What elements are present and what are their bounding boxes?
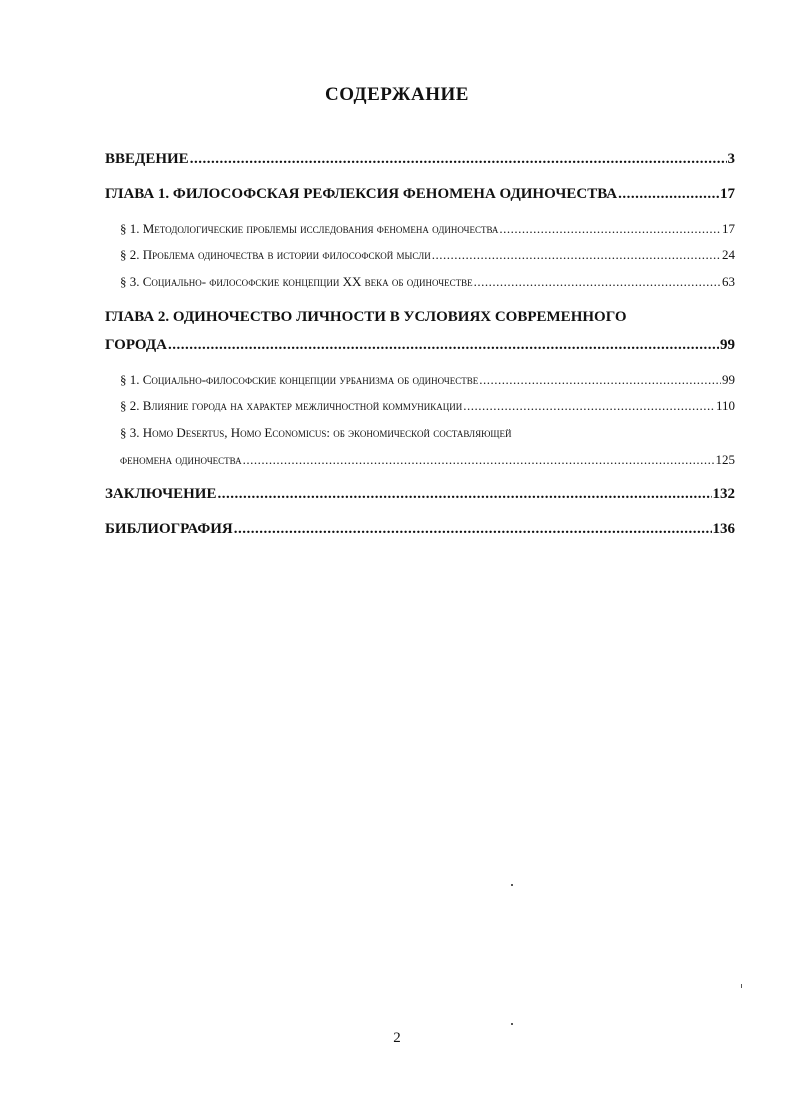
toc-entry-label: БИБЛИОГРАФИЯ: [105, 521, 233, 537]
toc-entry-bibliography: [105, 521, 735, 538]
scan-speck: [511, 884, 513, 886]
toc-title: СОДЕРЖАНИЕ: [325, 84, 469, 105]
dot-leader: [499, 221, 721, 237]
toc-entry-chapter-1: [105, 186, 735, 203]
toc-entry-section-2-3-line1: § 3. Homo Desertus, Homo Economicus: об экономической составляющей: [120, 425, 512, 440]
toc-entry-section-2-2: [120, 398, 735, 414]
dot-leader: [234, 521, 712, 538]
toc-entry-chapter-2-line1: ГЛАВА 2. ОДИНОЧЕСТВО ЛИЧНОСТИ В УСЛОВИЯХ СОВРЕМЕННОГО: [105, 309, 627, 325]
dot-leader: [168, 337, 719, 354]
page-number: 2: [393, 1030, 401, 1046]
toc-entry-introduction: [105, 151, 735, 168]
toc-entry-page: 17: [720, 186, 735, 202]
dot-leader: [618, 186, 719, 203]
toc-entry-chapter-2: [105, 337, 735, 354]
dot-leader: [432, 247, 721, 263]
toc-entry-conclusion: [105, 486, 735, 503]
dot-leader: [243, 452, 715, 468]
dot-leader: [479, 372, 721, 388]
toc-entry-label: ЗАКЛЮЧЕНИЕ: [105, 486, 217, 502]
toc-entry-section-1-1: [120, 221, 735, 237]
toc-entry-label: феномена одиночества: [120, 452, 242, 467]
dot-leader: [190, 151, 727, 168]
toc-entry-page: 3: [727, 151, 735, 167]
scan-speck: [511, 1023, 513, 1025]
toc-entry-page: 17: [722, 221, 735, 236]
toc-entry-page: 63: [722, 274, 735, 289]
toc-entry-page: 99: [720, 337, 735, 353]
toc-entry-page: 125: [715, 452, 735, 467]
toc-entry-page: 110: [715, 398, 735, 413]
toc-entry-page: 24: [722, 247, 735, 262]
toc-entry-label: ВВЕДЕНИЕ: [105, 151, 189, 167]
toc-entry-label: § 1. Методологические проблемы исследования феномена одиночества: [120, 221, 499, 236]
toc-entry-page: 136: [712, 521, 735, 537]
toc-entry-section-2-1: [120, 372, 735, 388]
toc-entry-label: § 1. Социально-философские концепции урбанизма об одиночестве: [120, 372, 479, 387]
toc-entry-label: ГОРОДА: [105, 337, 167, 353]
toc-entry-label: § 2. Проблема одиночества в истории философской мысли: [120, 247, 431, 262]
toc-entry-section-2-3: [120, 452, 735, 468]
toc-entry-page: 99: [722, 372, 735, 387]
scan-speck: [741, 984, 742, 988]
toc-entry-section-1-3: [120, 274, 735, 290]
toc-entry-section-1-2: [120, 247, 735, 263]
dot-leader: [217, 486, 711, 503]
toc-entry-label: ГЛАВА 1. ФИЛОСОФСКАЯ РЕФЛЕКСИЯ ФЕНОМЕНА ОДИНОЧЕСТВА: [105, 186, 618, 202]
toc-entry-page: 132: [712, 486, 735, 502]
toc-entry-label: § 2. Влияние города на характер межличностной коммуникации: [120, 398, 463, 413]
toc-entry-label: § 3. Социально- философские концепции XX века об одиночестве: [120, 274, 473, 289]
dot-leader: [463, 398, 715, 414]
dot-leader: [474, 274, 721, 290]
